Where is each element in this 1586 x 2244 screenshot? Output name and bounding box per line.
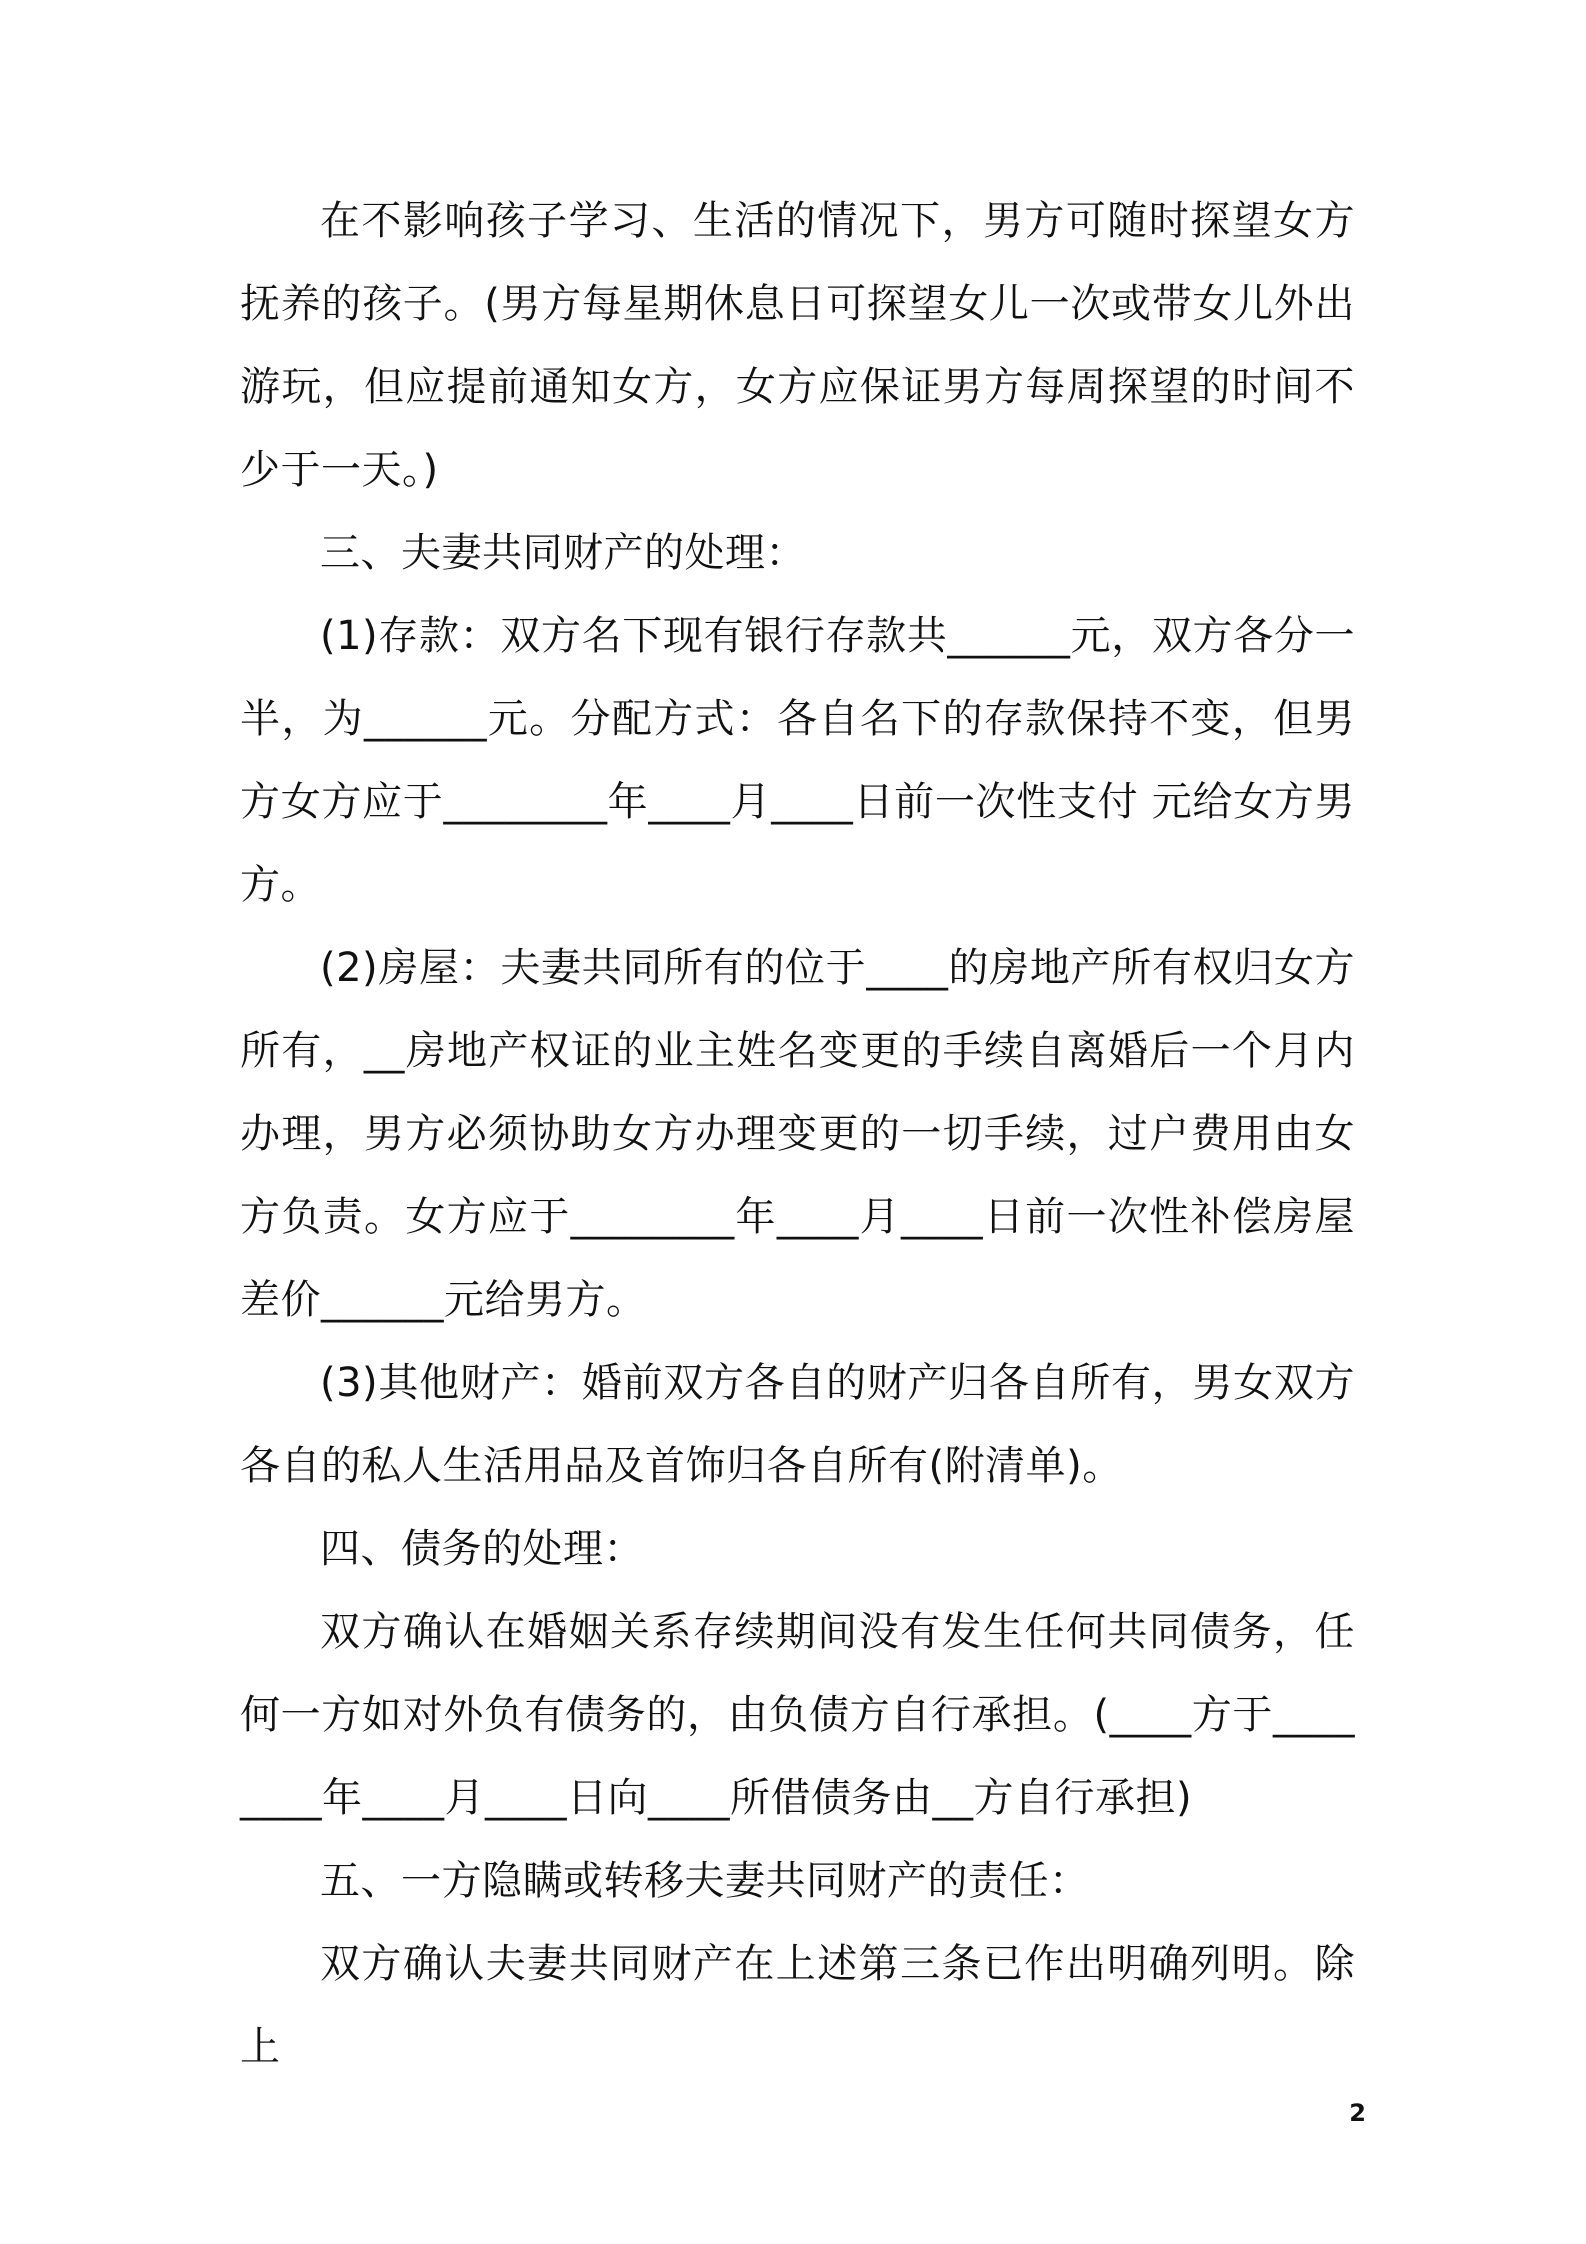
paragraph-other-property: (3)其他财产：婚前双方各自的财产归各自所有，男女双方各自的私人生活用品及首饰归各自所有(附清单)。 bbox=[240, 1360, 1355, 1489]
paragraph-visitation: 在不影响孩子学习、生活的情况下，男方可随时探望女方抚养的孩子。(男方每星期休息日可探望女儿一次或带女儿外出游玩，但应提前通知女方，女方应保证男方每周探望的时间不少于一天。) bbox=[240, 198, 1355, 493]
page-number: 2 bbox=[1349, 2099, 1366, 2127]
paragraph-concealment: 双方确认夫妻共同财产在上述第三条已作出明确列明。除上 bbox=[240, 1941, 1355, 2070]
heading-section-five: 五、一方隐瞒或转移夫妻共同财产的责任： bbox=[320, 1858, 1090, 1904]
heading-section-four: 四、债务的处理： bbox=[320, 1526, 644, 1572]
paragraph-house: (2)房屋：夫妻共同所有的位于____的房地产所有权归女方所有，__房地产权证的业主姓名变更的手续自离婚后一个月内办理，男方必须协助女方办理变更的一切手续，过户费用由女方负责。女方应于________年____月____日前一次性补偿房屋差价______元给男方。 bbox=[240, 945, 1355, 1323]
document-body bbox=[240, 180, 1355, 2089]
heading-section-three: 三、夫妻共同财产的处理： bbox=[320, 530, 806, 576]
paragraph-deposits: (1)存款：双方名下现有银行存款共______元，双方各分一半，为______元。分配方式：各自名下的存款保持不变，但男方女方应于________年____月____日前一次性支付 元给女方男方。 bbox=[240, 613, 1355, 908]
paragraph-debts: 双方确认在婚姻关系存续期间没有发生任何共同债务，任何一方如对外负有债务的，由负债方自行承担。(____方于________年____月____日向____所借债务由__方自行承担) bbox=[240, 1609, 1355, 1821]
